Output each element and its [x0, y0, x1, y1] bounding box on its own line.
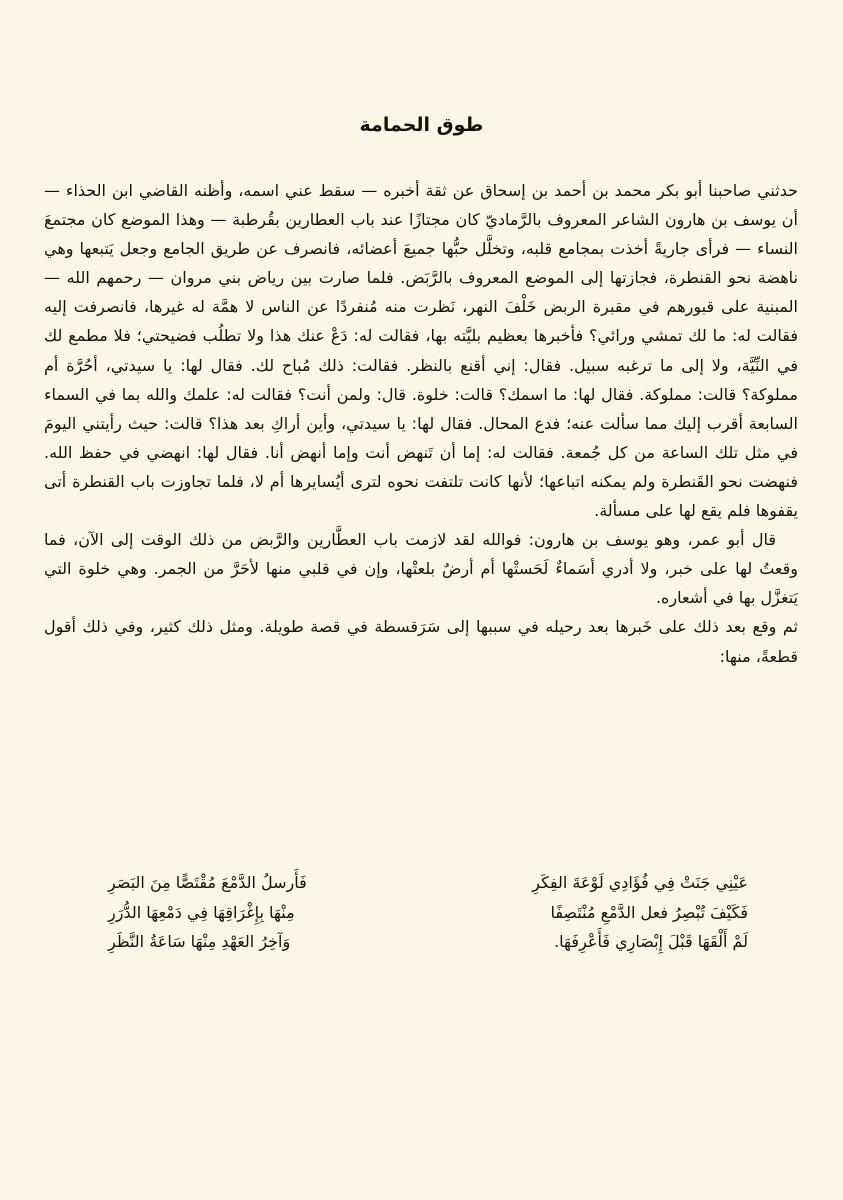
poem-first-hemistich: لَمْ أَلْقَهَا قَبْلَ إِبْصَارِي فَأَعْرِفَهَا. — [554, 932, 748, 951]
poem-verse — [108, 898, 748, 928]
poem — [108, 868, 748, 957]
paragraph-story: حدثني صاحبنا أبو بكر محمد بن أحمد بن إسحاق عن ثقة أخبره — سقط عني اسمه، وأظنه القاضي ابن الحذاء — أن يوسف بن هارون الشاعر المعروف بالرَّماديّ كان مجتازًا عند باب العطارين بقُرطبة — وهذا الموضع كان مجتمعَ النساء — فرأى جاريةً أخذت بمجامع قلبه، وتخلَّل حبُّها جميعَ أعضائه، فانصرف عن طريق الجامع وجعل يَتبعها وهي ناهضة نحو القنطرة، فجازتها إلى الموضع المعروف بالرَّبَض. فلما صارت بين رياض بني مروان — رحمهم الله — المبنية على قبورهم في مقبرة الربض خَلْفَ النهر، نَظرت منه مُنفردًا عن الناس لا همَّة له غيرها، فانصرفت إليه فقالت له: ما لك تمشي ورائي؟ فأخبرها بعظيم بليَّته بها، فقالت له: دَعْ عنك هذا ولا تطلُب فضيحتي؛ فلا مطمع لك في النِّيَّة، ولا إلى ما ترغبه سبيل. فقال: إني أقنع بالنظر. فقالت: ذلك مُباح لك. فقال لها: يا سيدتي، أحُرَّة أم مملوكة؟ قالت: مملوكة. فقال لها: ما اسمك؟ قالت: خلوة. قال: ولمن أنت؟ فقالت له: علمك والله بما في السماء السابعة أقرب إليك مما سألت عنه؛ فدع المحال. فقال لها: يا سيدتي، وأين أراكِ بعد هذا؟ قالت: حيث رأيتني اليومَ في مثل تلك الساعة من كل جُمعة. فقالت له: إما أن تَنهض أنت وإما أنهض أنا. فقال لها: انهضي في حفظ الله. فنهضت نحو القَنطرة ولم يمكنه اتباعها؛ لأنها كانت تلتفت نحوه لترى أيُسايرها أم لا، فلما تجاوزت باب القنطرة أتى يقفوها فلم يقع لها على مسألة. — [44, 181, 798, 521]
poem-verse — [108, 927, 748, 957]
poem-verse — [108, 868, 748, 898]
poem-second-hemistich: مِنْهَا بِإِغْرَاقِهَا فِي دَمْعِهَا الدُّرَرِ — [108, 902, 295, 922]
poem-first-hemistich: فَكَيْفَ تُبْصِرُ فعل الدَّمْعِ مُنْتَصِفًا — [550, 902, 748, 922]
poem-second-hemistich: وَآخِرُ العَهْدِ مِنْهَا سَاعَةُ النَّظَرِ — [108, 932, 291, 951]
paragraph-poem-intro: ثم وقع بعد ذلك على خَبرها بعد رحيله في سببها إلى سَرَقسطة في قصة طويلة. ومثل ذلك كثير، وفي ذلك أقول قطعةً، منها: — [44, 617, 798, 666]
poem-first-hemistich: عَيْنِي جَنَتْ فِي فُؤَادِي لَوْعَةَ الفِكَرِ — [532, 873, 748, 892]
paragraph-abu-omar: قال أبو عمر، وهو يوسف بن هارون: فوالله لقد لازمت باب العطَّارين والرَّبض من ذلك الوقت إلى الآن، فما وقعتُ لها على خبر، ولا أدري أسَماءٌ لَحَستْها أم أرضٌ بلعتْها، وإن في قلبي منها لأحَرَّ من الجمر. وهي خلوة التي يَتغزَّل بها في أشعاره. — [44, 530, 798, 608]
page-title: طوق الحمامة — [359, 114, 484, 136]
poem-second-hemistich: فَأَرسلُ الدَّمْعَ مُقْتَصًّا مِنَ البَصَرِ — [108, 873, 307, 892]
prose-text — [44, 176, 798, 671]
